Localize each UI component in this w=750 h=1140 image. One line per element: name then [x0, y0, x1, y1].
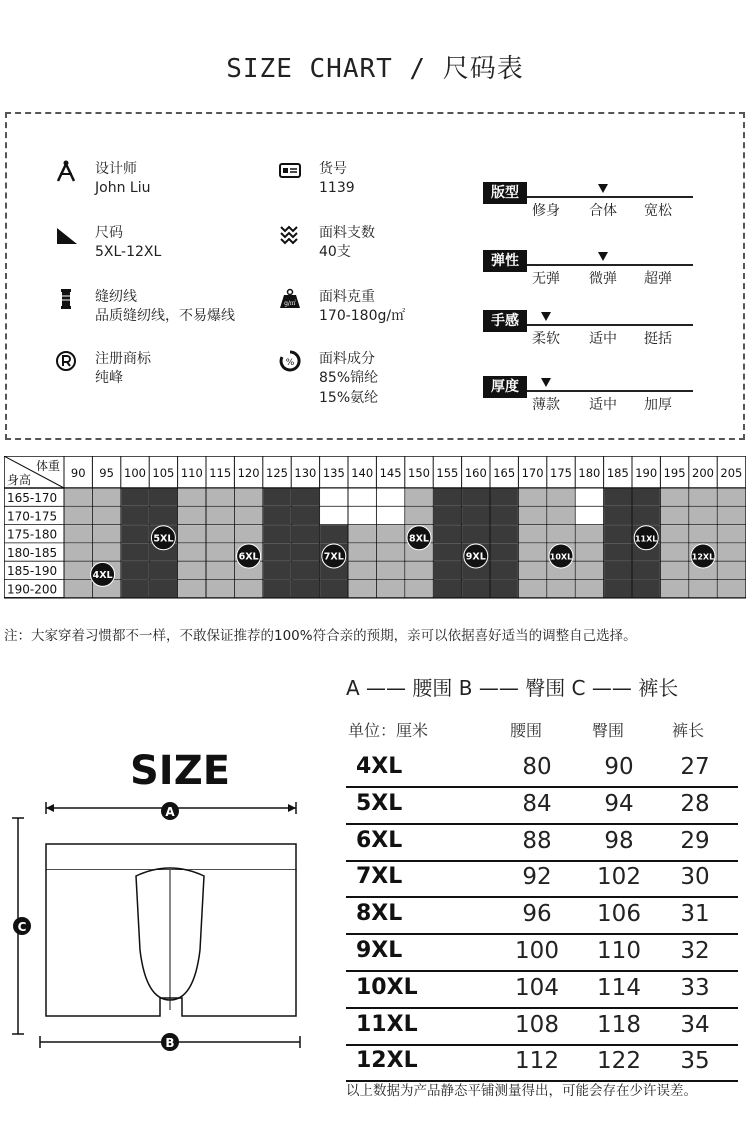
table-row — [346, 899, 744, 935]
fabric-weave-icon — [279, 224, 301, 246]
length-cell: 32 — [680, 938, 710, 964]
weight-header: 95 — [99, 466, 114, 480]
grid-cell — [292, 525, 319, 542]
trademark-value: 纯峰 — [95, 370, 123, 386]
size-cell: 5XL — [356, 790, 403, 816]
length-cell: 30 — [680, 864, 710, 891]
grid-cell — [661, 543, 688, 560]
grid-cell — [434, 507, 461, 524]
item-number-value: 1139 — [319, 180, 355, 196]
grid-cell — [519, 489, 546, 506]
scale-option: 无弹 — [532, 271, 560, 287]
label-b: B — [165, 1036, 175, 1050]
grid-cell — [519, 580, 546, 597]
registered-trademark-icon — [55, 350, 77, 372]
grid-cell — [462, 525, 489, 542]
scale-line — [527, 324, 693, 326]
grid-cell — [405, 507, 432, 524]
size-mark-label: 6XL — [238, 551, 259, 563]
grid-cell — [178, 507, 205, 524]
size-value: 5XL-12XL — [95, 244, 162, 260]
grid-cell — [150, 507, 177, 524]
trademark-label: 注册商标 — [95, 351, 151, 367]
scale-tag: 手感 — [483, 310, 527, 332]
hip-cell: 122 — [597, 1048, 641, 1075]
size-mark-label: 11XL — [634, 534, 658, 544]
grid-cell — [93, 543, 120, 560]
grid-cell — [320, 507, 347, 524]
product-info-box — [5, 112, 745, 440]
grid-cell — [263, 489, 290, 506]
grid-cell — [718, 507, 745, 524]
grid-cell — [263, 525, 290, 542]
composition-line: 15%氨纶 — [319, 390, 379, 406]
weight-header: 110 — [180, 466, 203, 480]
thread-label: 缝纫线 — [95, 289, 137, 305]
row-divider — [346, 823, 738, 825]
grid-cell — [150, 562, 177, 579]
grid-cell — [292, 562, 319, 579]
size-mark-label: 7XL — [323, 551, 344, 563]
grid-cell — [263, 543, 290, 560]
height-row-label: 185-190 — [7, 564, 58, 579]
grid-cell — [689, 580, 716, 597]
grid-cell — [349, 489, 376, 506]
scale-option: 薄款 — [532, 397, 560, 413]
grid-cell — [519, 525, 546, 542]
weight-header: 90 — [70, 466, 86, 480]
grid-cell — [178, 543, 205, 560]
grid-cell — [576, 580, 603, 597]
scale-line — [527, 390, 693, 392]
composition-line: 85%锦纶 — [319, 370, 379, 386]
scale-2 — [483, 310, 693, 350]
svg-text:%: % — [285, 358, 295, 368]
measurement-footnote: 以上数据为产品静态平铺测量得出，可能会存在少许误差。 — [346, 1083, 697, 1099]
grid-cell — [377, 525, 404, 542]
grid-cell — [349, 525, 376, 542]
scale-3 — [483, 376, 693, 416]
row-divider — [346, 933, 738, 935]
grid-cell — [661, 525, 688, 542]
scale-tag: 弹性 — [483, 250, 527, 272]
grid-cell — [547, 580, 574, 597]
size-cell: 9XL — [356, 938, 403, 963]
grid-cell — [178, 489, 205, 506]
label-c: C — [17, 920, 27, 934]
grid-cell — [207, 525, 234, 542]
grid-cell — [434, 562, 461, 579]
grid-cell — [377, 543, 404, 560]
grid-cell — [349, 543, 376, 560]
size-mark-label: 5XL — [153, 533, 174, 545]
grid-cell — [207, 507, 234, 524]
grid-cell — [491, 525, 518, 542]
grid-cell — [576, 507, 603, 524]
selected-marker-icon — [541, 312, 551, 321]
height-row-label: 175-180 — [7, 527, 58, 542]
scale-option: 适中 — [589, 331, 617, 347]
row-divider — [346, 1007, 738, 1009]
corner-height-label: 身高 — [7, 473, 32, 487]
id-card-icon — [279, 160, 301, 182]
grid-cell — [405, 489, 432, 506]
size-mark-label: 8XL — [409, 533, 429, 545]
size-heading: SIZE — [130, 748, 231, 794]
length-cell: 33 — [680, 974, 710, 1001]
grid-cell — [349, 507, 376, 524]
grid-cell — [462, 507, 489, 524]
grid-cell — [604, 543, 631, 560]
fabric-weight-value: 170-180g/㎡ — [319, 308, 406, 324]
scale-option: 超弹 — [644, 271, 672, 287]
hip-cell: 106 — [597, 901, 641, 928]
grid-cell — [434, 543, 461, 560]
scale-option: 微弹 — [589, 271, 617, 287]
grid-cell — [377, 580, 404, 597]
designer-value: John Liu — [95, 180, 151, 196]
weight-header: 115 — [209, 466, 232, 480]
height-row-label: 190-200 — [7, 582, 58, 597]
compass-icon — [55, 160, 77, 182]
grid-cell — [576, 543, 603, 560]
length-cell: 27 — [680, 754, 710, 780]
grid-cell — [633, 489, 660, 506]
size-mark-label: 10XL — [549, 552, 573, 562]
weight-header: 200 — [692, 466, 714, 480]
grid-cell — [547, 489, 574, 506]
hip-cell: 110 — [597, 938, 641, 964]
weight-header: 120 — [237, 466, 260, 480]
designer-label: 设计师 — [95, 161, 137, 177]
grid-cell — [434, 489, 461, 506]
scale-option: 挺括 — [644, 331, 672, 347]
hip-cell: 102 — [597, 864, 641, 891]
header-length: 裤长 — [672, 721, 705, 740]
grid-cell — [405, 580, 432, 597]
yarn-count-value: 40支 — [319, 244, 351, 260]
grid-cell — [604, 489, 631, 506]
size-label: 尺码 — [95, 225, 123, 241]
grid-cell — [121, 507, 148, 524]
table-row — [346, 752, 744, 788]
grid-cell — [207, 580, 234, 597]
grid-cell — [633, 562, 660, 579]
grid-cell — [93, 507, 120, 524]
grid-cell — [207, 543, 234, 560]
grid-cell — [150, 489, 177, 506]
scale-1 — [483, 250, 693, 290]
weight-icon — [279, 288, 301, 310]
grid-cell — [93, 525, 120, 542]
grid-cell — [491, 543, 518, 560]
grid-cell — [718, 525, 745, 542]
grid-cell — [235, 580, 262, 597]
waist-cell: 112 — [515, 1048, 559, 1075]
grid-cell — [349, 580, 376, 597]
grid-cell — [689, 489, 716, 506]
unit-label: 单位：厘米 — [348, 721, 429, 740]
grid-cell — [519, 562, 546, 579]
grid-cell — [718, 543, 745, 560]
row-divider — [346, 970, 738, 972]
grid-cell — [121, 525, 148, 542]
grid-cell — [491, 507, 518, 524]
grid-cell — [207, 562, 234, 579]
grid-cell — [121, 489, 148, 506]
grid-cell — [320, 525, 347, 542]
waist-cell: 84 — [522, 790, 552, 817]
weight-header: 145 — [379, 466, 402, 480]
grid-cell — [65, 507, 92, 524]
grid-cell — [604, 580, 631, 597]
grid-cell — [661, 489, 688, 506]
weight-header: 125 — [266, 466, 288, 480]
weight-header: 190 — [635, 466, 658, 480]
hip-cell: 94 — [604, 790, 634, 817]
waist-cell: 108 — [515, 1011, 559, 1038]
grid-cell — [604, 507, 631, 524]
grid-cell — [547, 525, 574, 542]
grid-cell — [491, 580, 518, 597]
size-mark-label: 9XL — [465, 551, 486, 563]
measurement-table-header — [346, 714, 744, 750]
grid-cell — [207, 489, 234, 506]
waist-cell: 80 — [522, 754, 552, 780]
weight-header: 155 — [436, 466, 459, 480]
length-cell: 34 — [680, 1011, 710, 1038]
weight-header: 130 — [294, 466, 317, 480]
grid-cell — [263, 507, 290, 524]
row-divider — [346, 896, 738, 898]
grid-cell — [320, 580, 347, 597]
grid-cell — [121, 562, 148, 579]
length-cell: 28 — [680, 790, 710, 817]
weight-header: 135 — [322, 466, 345, 480]
row-divider — [346, 1044, 738, 1046]
svg-text:g/㎡: g/㎡ — [284, 300, 296, 307]
grid-cell — [547, 507, 574, 524]
row-divider — [346, 860, 738, 862]
hip-cell: 114 — [597, 974, 641, 1001]
weight-header: 205 — [720, 466, 743, 480]
table-row — [346, 936, 744, 972]
grid-cell — [292, 580, 319, 597]
weight-header: 140 — [351, 466, 374, 480]
weight-header: 170 — [521, 466, 544, 480]
weight-header: 160 — [464, 466, 487, 480]
size-cell: 10XL — [356, 974, 418, 1000]
table-row — [346, 973, 744, 1009]
composition-label: 面料成分 — [319, 351, 375, 367]
grid-cell — [377, 562, 404, 579]
grid-cell — [576, 489, 603, 506]
grid-cell — [150, 580, 177, 597]
scale-option: 修身 — [532, 203, 560, 219]
page-title: SIZE CHART / 尺码表 — [226, 54, 524, 84]
table-row — [346, 1010, 744, 1046]
composition-value — [319, 368, 378, 408]
grid-cell — [65, 525, 92, 542]
grid-cell — [633, 507, 660, 524]
scale-tag: 厚度 — [483, 376, 527, 398]
grid-cell — [434, 525, 461, 542]
weight-header: 195 — [663, 466, 686, 480]
scale-tag: 版型 — [483, 182, 527, 204]
scale-0 — [483, 182, 693, 222]
size-cell: 7XL — [356, 864, 403, 890]
length-cell: 29 — [680, 827, 710, 854]
grid-cell — [292, 543, 319, 560]
size-cell: 6XL — [356, 827, 403, 853]
item-number-label: 货号 — [319, 161, 347, 177]
grid-cell — [377, 507, 404, 524]
grid-cell — [633, 580, 660, 597]
size-cell: 4XL — [356, 754, 403, 779]
table-row — [346, 862, 744, 898]
length-cell: 31 — [680, 901, 710, 928]
height-row-label: 165-170 — [7, 491, 58, 505]
height-row-label: 180-185 — [7, 545, 58, 560]
grid-cell — [65, 562, 92, 579]
grid-cell — [576, 562, 603, 579]
thread-value: 品质缝纫线，不易爆线 — [95, 308, 235, 324]
briefs-diagram — [10, 790, 310, 1060]
selected-marker-icon — [541, 378, 551, 387]
ruler-triangle-icon — [55, 224, 77, 246]
grid-cell — [320, 489, 347, 506]
length-cell: 35 — [680, 1048, 710, 1075]
row-divider — [346, 786, 738, 788]
hip-cell: 118 — [597, 1011, 641, 1038]
corner-weight-label: 体重 — [35, 459, 60, 473]
scale-line — [527, 196, 693, 198]
scale-option: 柔软 — [532, 331, 560, 347]
grid-cell — [235, 489, 262, 506]
grid-cell — [689, 525, 716, 542]
table-row — [346, 826, 744, 862]
fit-note: 注：大家穿着习惯都不一样，不敢保证推荐的100%符合亲的预期，亲可以依据喜好适当的调整自己选择。 — [4, 628, 637, 644]
grid-cell — [121, 543, 148, 560]
percent-dial-icon — [279, 350, 301, 372]
grid-cell — [661, 580, 688, 597]
size-recommendation-grid — [4, 456, 746, 612]
waist-cell: 100 — [515, 938, 559, 964]
size-mark-label: 4XL — [92, 569, 113, 581]
grid-cell — [519, 507, 546, 524]
grid-cell — [718, 489, 745, 506]
grid-cell — [718, 580, 745, 597]
grid-cell — [93, 489, 120, 506]
thread-spool-icon — [55, 288, 77, 310]
weight-header: 175 — [550, 466, 572, 480]
grid-cell — [121, 580, 148, 597]
size-cell: 11XL — [356, 1011, 418, 1037]
waist-cell: 88 — [522, 827, 552, 854]
weight-header: 100 — [124, 466, 146, 480]
grid-cell — [65, 580, 92, 597]
grid-cell — [65, 489, 92, 506]
grid-cell — [718, 562, 745, 579]
grid-cell — [292, 489, 319, 506]
yarn-count-label: 面料支数 — [319, 225, 375, 241]
selected-marker-icon — [598, 252, 608, 261]
table-row — [346, 1046, 744, 1082]
weight-header: 165 — [493, 466, 516, 480]
scale-option: 合体 — [589, 203, 617, 219]
grid-cell — [178, 525, 205, 542]
grid-cell — [661, 562, 688, 579]
grid-cell — [178, 580, 205, 597]
weight-header: 185 — [606, 466, 629, 480]
selected-marker-icon — [598, 184, 608, 193]
scale-option: 适中 — [589, 397, 617, 413]
grid-cell — [349, 562, 376, 579]
grid-cell — [689, 507, 716, 524]
fabric-weight-label: 面料克重 — [319, 289, 375, 305]
scale-option: 加厚 — [644, 397, 672, 413]
grid-cell — [491, 489, 518, 506]
grid-cell — [519, 543, 546, 560]
weight-header: 105 — [152, 466, 175, 480]
header-hip: 臀围 — [592, 721, 625, 740]
weight-header: 150 — [408, 466, 430, 480]
grid-cell — [405, 562, 432, 579]
grid-cell — [462, 580, 489, 597]
grid-cell — [491, 562, 518, 579]
grid-cell — [434, 580, 461, 597]
grid-cell — [65, 543, 92, 560]
size-cell: 8XL — [356, 901, 403, 927]
grid-cell — [235, 507, 262, 524]
grid-cell — [292, 507, 319, 524]
grid-cell — [462, 489, 489, 506]
grid-cell — [263, 562, 290, 579]
grid-cell — [661, 507, 688, 524]
grid-cell — [178, 562, 205, 579]
grid-cell — [604, 525, 631, 542]
header-waist: 腰围 — [510, 721, 543, 740]
hip-cell: 98 — [604, 827, 634, 854]
grid-cell — [263, 580, 290, 597]
scale-option: 宽松 — [644, 203, 672, 219]
label-a: A — [165, 805, 175, 819]
height-row-label: 170-175 — [7, 509, 58, 524]
scale-line — [527, 264, 693, 266]
measurement-legend: A —— 腰围 B —— 臀围 C —— 裤长 — [346, 676, 679, 700]
waist-cell: 96 — [522, 901, 552, 928]
hip-cell: 90 — [604, 754, 634, 780]
grid-cell — [604, 562, 631, 579]
grid-cell — [235, 525, 262, 542]
size-cell: 12XL — [356, 1048, 418, 1074]
grid-cell — [576, 525, 603, 542]
table-row — [346, 789, 744, 825]
waist-cell: 92 — [522, 864, 552, 891]
grid-cell — [377, 489, 404, 506]
weight-header: 180 — [578, 466, 601, 480]
size-mark-label: 12XL — [691, 552, 715, 562]
waist-cell: 104 — [515, 974, 559, 1001]
